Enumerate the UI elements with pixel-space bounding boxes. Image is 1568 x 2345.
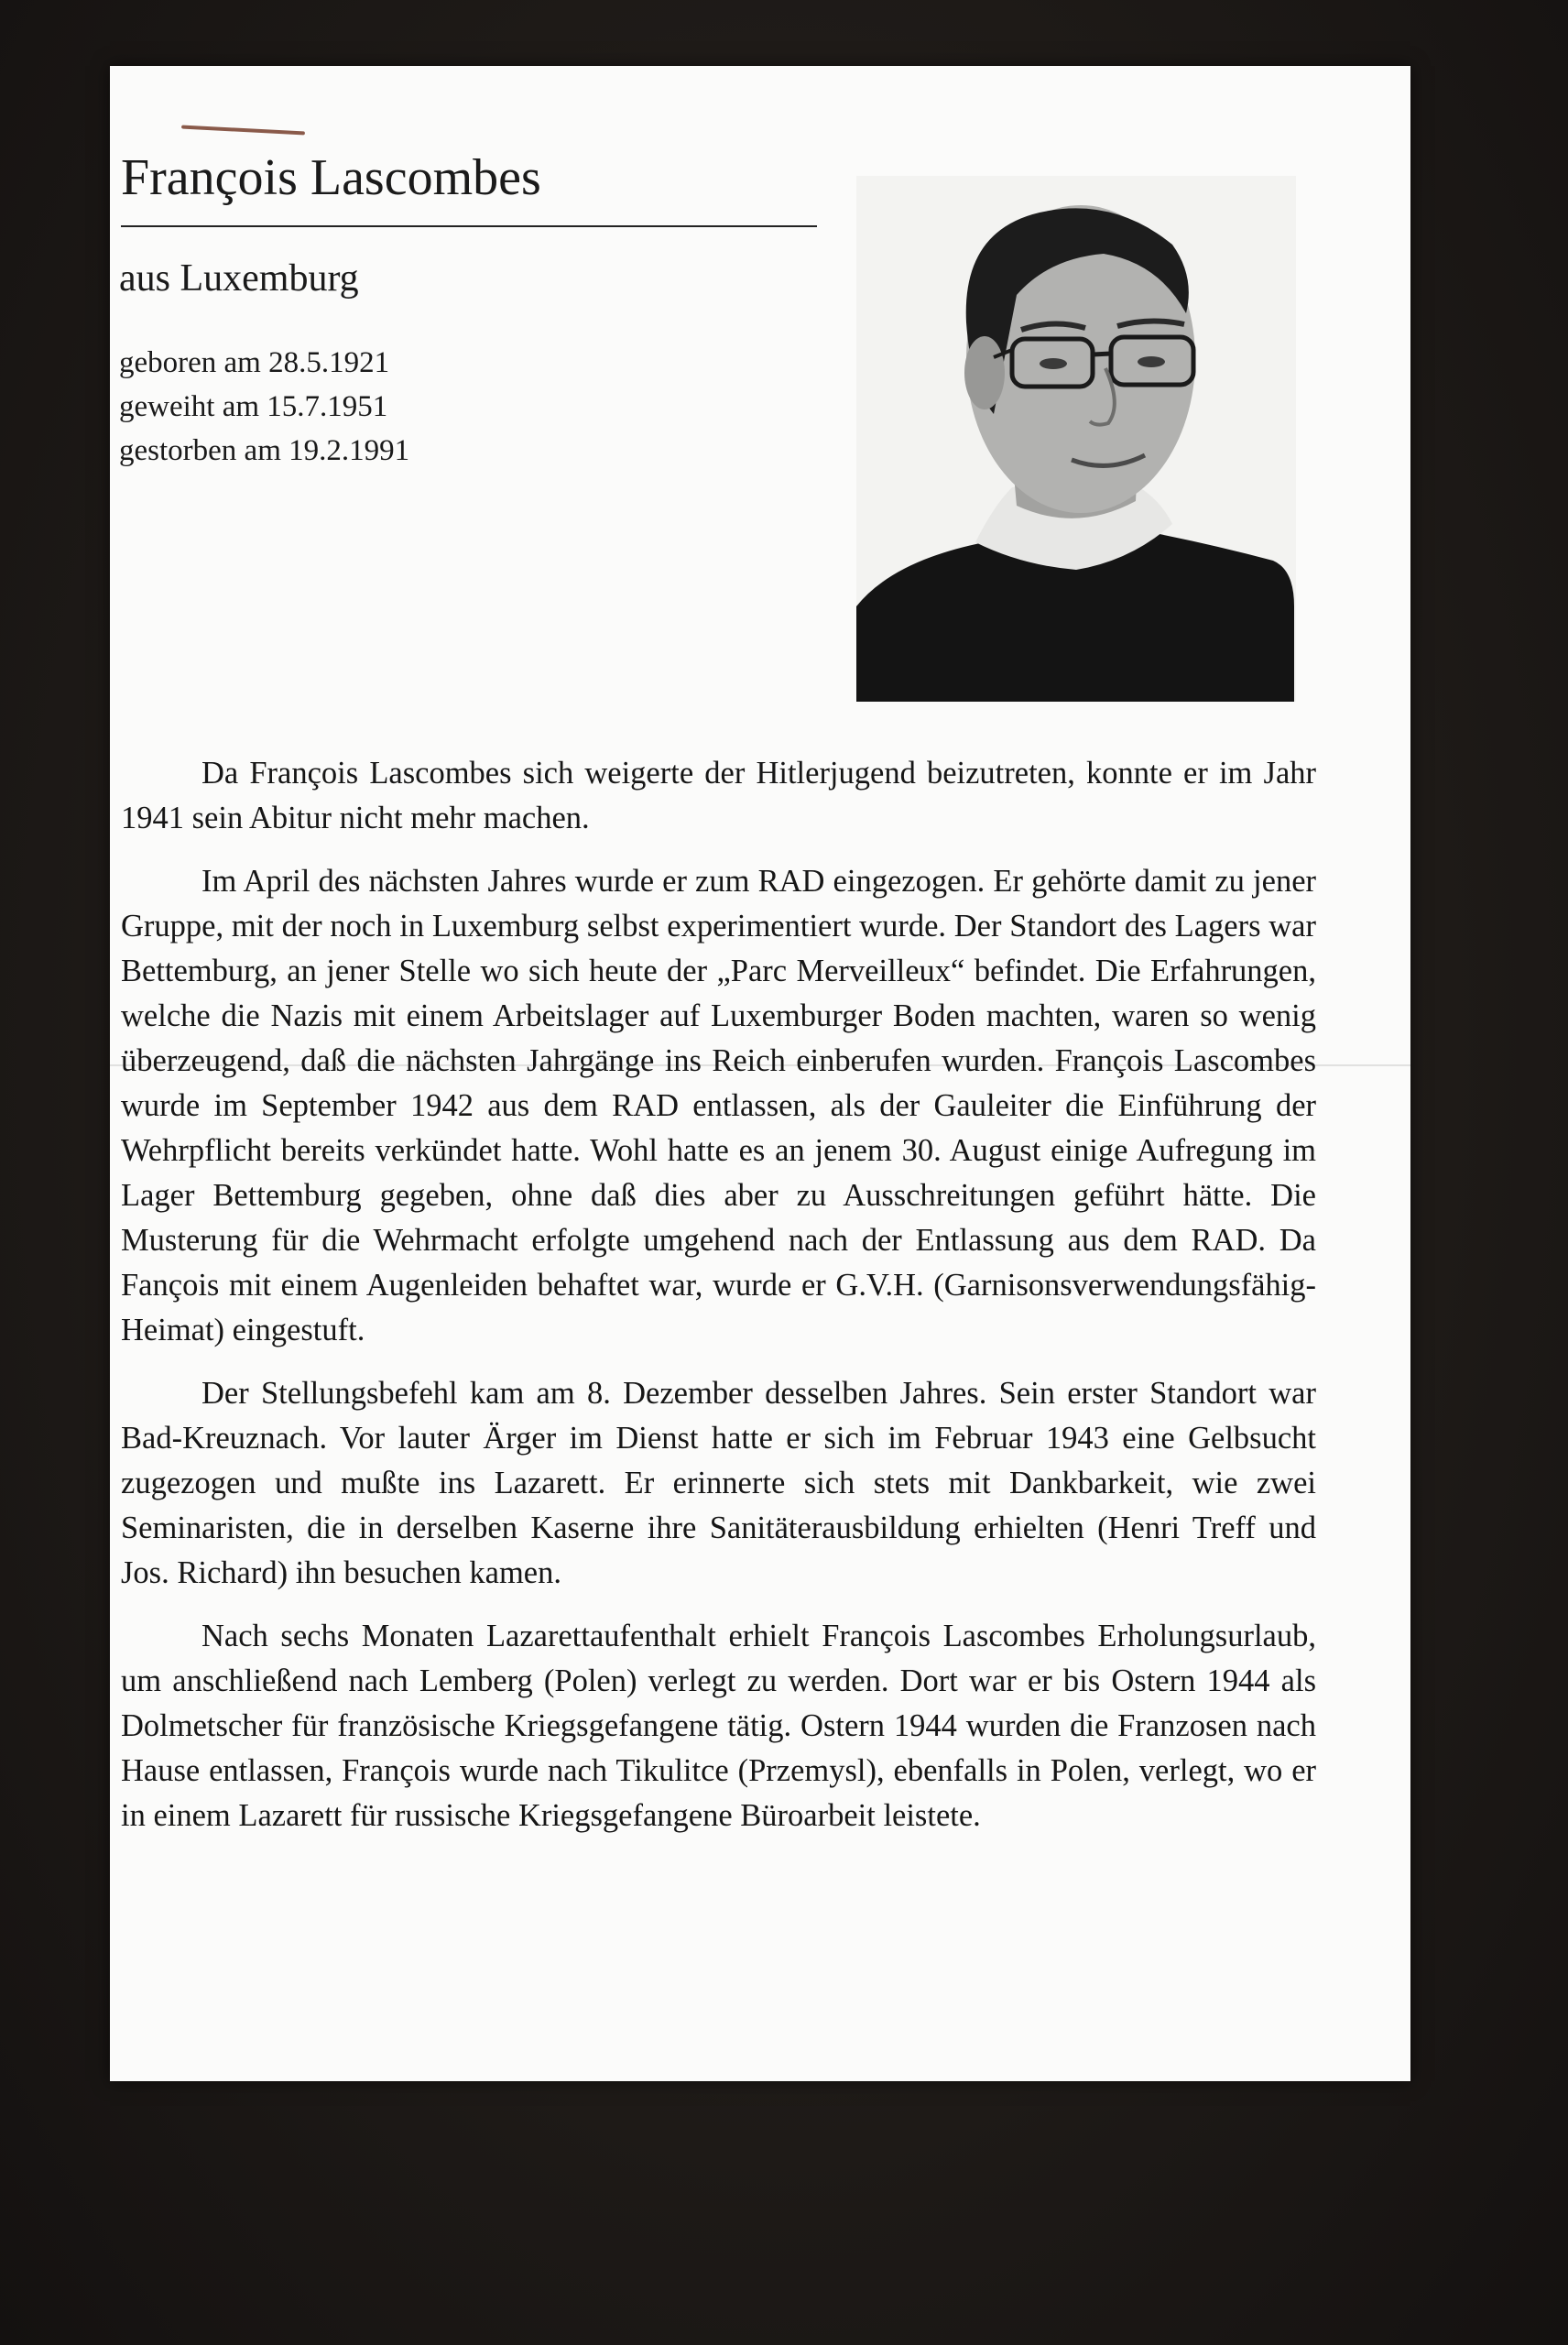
paragraph-2: Im April des nächsten Jahres wurde er zum RAD eingezogen. Er gehörte damit zu jener Gruppe, mit der noch in Luxemburg selbst experimentiert wurde. Der Standort des Lagers war Bettemburg, an jener Stelle wo sich heute der „Parc Merveilleux“ befindet. Die Erfahrungen, welche die Nazis mit einem Arbeitslager auf Luxemburger Boden machten, waren so wenig überzeugend, daß die nächsten Jahrgänge ins Reich einberufen wurden. François Lascombes wurde im September 1942 aus dem RAD entlassen, als der Gauleiter die Einführung der Wehrpflicht bereits verkündet hatte. Wohl hatte es an jenem 30. August einige Aufregung im Lager Bettemburg gegeben, ohne daß dies aber zu Ausschreitungen geführt hätte. Die Musterung für die Wehrmacht erfolgte umgehend nach der Entlassung aus dem RAD. Da Fançois mit einem Augenleiden behaftet war, wurde er G.V.H. (Garnisonsverwendungsfähig-Heimat) eingestuft. bbox=[121, 864, 1316, 1347]
birth-date: geboren am 28.5.1921 bbox=[119, 346, 390, 379]
article-body bbox=[121, 751, 1316, 1857]
death-date: gestorben am 19.2.1991 bbox=[119, 434, 410, 467]
pin bbox=[181, 125, 305, 135]
newspaper-clipping bbox=[110, 66, 1410, 2081]
paragraph-1: Da François Lascombes sich weigerte der Hitlerjugend beizutreten, konnte er im Jahr 1941 sein Abitur nicht mehr machen. bbox=[121, 756, 1316, 835]
paragraph-4: Nach sechs Monaten Lazarettaufenthalt erhielt François Lascombes Erholungsurlaub, um anschließend nach Lemberg (Polen) verlegt zu werden. Dort war er bis Ostern 1944 als Dolmetscher für französische Kriegsgefangene tätig. Ostern 1944 wurden die Franzosen nach Hause entlassen, François wurde nach Tikulitce (Przemysl), ebenfalls in Polen, verlegt, wo er in einem Lazarett für russische Kriegsgefangene Büroarbeit leistete. bbox=[121, 1619, 1316, 1833]
ordination-date: geweiht am 15.7.1951 bbox=[119, 390, 388, 423]
life-dates bbox=[119, 341, 409, 473]
page-title: François Lascombes bbox=[121, 149, 541, 206]
origin-line: aus Luxemburg bbox=[119, 257, 359, 300]
title-underline bbox=[121, 225, 817, 227]
paragraph-3: Der Stellungsbefehl kam am 8. Dezember desselben Jahres. Sein erster Standort war Bad-Kreuznach. Vor lauter Ärger im Dienst hatte er sich im Februar 1943 eine Gelbsucht zugezogen und mußte ins Lazarett. Er erinnerte sich stets mit Dankbarkeit, wie zwei Seminaristen, die in derselben Kaserne ihre Sanitäterausbildung erhielten (Henri Treff und Jos. Richard) ihn besuchen kamen. bbox=[121, 1376, 1316, 1590]
portrait-photo bbox=[856, 176, 1296, 702]
